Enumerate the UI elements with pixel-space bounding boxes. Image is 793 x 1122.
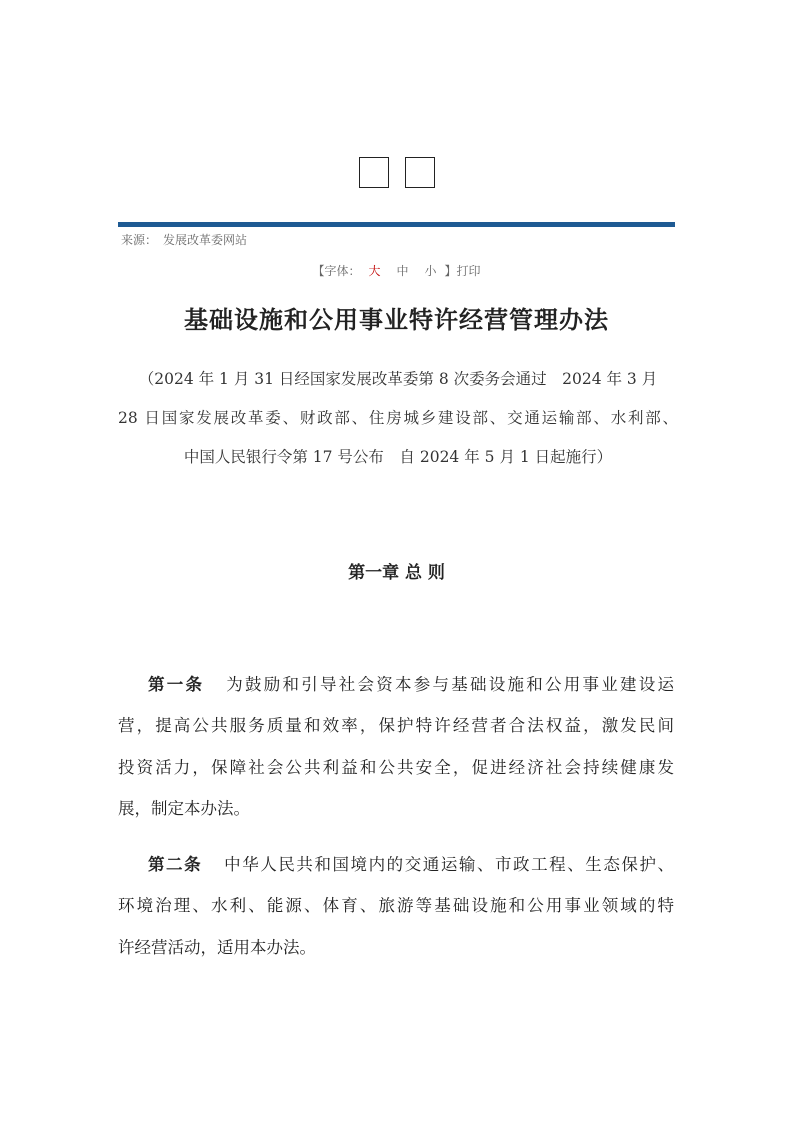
title-placeholder-boxes — [0, 157, 793, 192]
source-value: 发展改革委网站 — [163, 233, 248, 247]
placeholder-glyph-box — [359, 157, 389, 188]
article-line — [118, 664, 674, 705]
article-text: 中华人民共和国境内的交通运输、市政工程、生态保护、 — [224, 855, 675, 874]
header-divider — [118, 222, 675, 227]
placeholder-glyph-box — [405, 157, 435, 188]
article-line: 许经营活动，适用本办法。 — [118, 937, 316, 957]
font-size-label: 字体： — [324, 264, 361, 278]
article-line: 投资活力，保障社会公共利益和公共安全，促进经济社会持续健康发 — [118, 757, 674, 777]
article-label: 第一条 — [148, 675, 205, 694]
subtitle-line: 中国人民银行令第 17 号公布 自 2024 年 5 月 1 日起施行） — [183, 448, 613, 466]
font-bar-open-bracket: 【 — [312, 264, 325, 278]
font-size-small-link[interactable]: 小 — [424, 264, 437, 278]
subtitle-line: 28 日国家发展改革委、财政部、住房城乡建设部、交通运输部、水利部、 — [118, 409, 678, 427]
article-1 — [118, 664, 674, 829]
source-line — [121, 231, 253, 248]
article-2 — [118, 844, 674, 968]
chapter-heading: 第一章 总 则 — [348, 563, 445, 583]
font-size-large-link[interactable]: 大 — [368, 264, 381, 278]
article-line: 营，提高公共服务质量和效率，保护特许经营者合法权益，激发民间 — [118, 716, 674, 736]
article-line: 展，制定本办法。 — [118, 798, 250, 818]
article-label: 第二条 — [148, 855, 203, 874]
subtitle-line: （2024 年 1 月 31 日经国家发展改革委第 8 次委务会通过 2024 年 3 月 — [138, 370, 658, 388]
article-text: 为鼓励和引导社会资本参与基础设施和公用事业建设运 — [226, 675, 674, 694]
article-line — [118, 844, 674, 885]
font-bar-close-bracket: 】 — [444, 264, 457, 278]
font-size-medium-link[interactable]: 中 — [396, 264, 409, 278]
document-title: 基础设施和公用事业特许经营管理办法 — [184, 305, 609, 334]
document-subtitle — [118, 360, 678, 477]
article-line: 环境治理、水利、能源、体育、旅游等基础设施和公用事业领域的特 — [118, 896, 674, 916]
font-size-bar — [0, 262, 793, 279]
source-label: 来源： — [121, 233, 158, 247]
print-link[interactable]: 打印 — [456, 264, 481, 278]
